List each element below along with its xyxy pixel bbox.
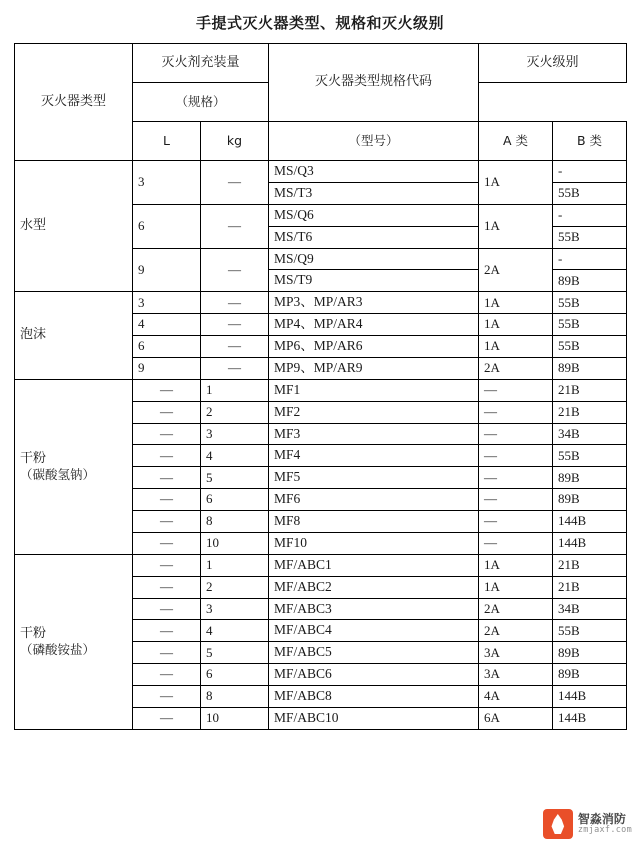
cell-model-code: MP6、MP/AR6 — [269, 336, 479, 358]
cell-rating-a: 1A — [479, 204, 553, 248]
cell-model-code: MP3、MP/AR3 — [269, 292, 479, 314]
cell-capacity-l: — — [133, 423, 201, 445]
cell-model-code: MF5 — [269, 467, 479, 489]
table-header-row-1 — [15, 44, 627, 83]
cell-rating-b: 144B — [553, 707, 627, 729]
cell-model-code: MS/T3 — [269, 182, 479, 204]
watermark — [543, 809, 632, 839]
cell-rating-b: 89B — [553, 467, 627, 489]
cell-rating-a: 1A — [479, 576, 553, 598]
cell-rating-b: 55B — [553, 314, 627, 336]
cell-capacity-l: — — [133, 707, 201, 729]
cell-capacity-l: 3 — [133, 161, 201, 205]
cell-model-code: MP9、MP/AR9 — [269, 357, 479, 379]
group-subname: （磷酸铵盐） — [20, 642, 96, 658]
cell-model-code: MF/ABC8 — [269, 686, 479, 708]
header-charge-amount: 灭火剂充装量 — [133, 44, 269, 83]
cell-capacity-l: — — [133, 489, 201, 511]
cell-model-code: MP4、MP/AR4 — [269, 314, 479, 336]
cell-capacity-kg: — — [201, 314, 269, 336]
table-row — [15, 161, 627, 183]
cell-capacity-kg: 1 — [201, 379, 269, 401]
table-header — [15, 44, 627, 161]
cell-rating-b: 55B — [553, 620, 627, 642]
cell-rating-a: — — [479, 489, 553, 511]
cell-model-code: MF4 — [269, 445, 479, 467]
group-name: 水型 — [20, 218, 47, 233]
cell-rating-a: — — [479, 511, 553, 533]
cell-model-code: MS/Q3 — [269, 161, 479, 183]
cell-model-code: MF3 — [269, 423, 479, 445]
cell-rating-b: 55B — [553, 336, 627, 358]
cell-capacity-kg: 4 — [201, 445, 269, 467]
cell-capacity-kg: 8 — [201, 686, 269, 708]
cell-rating-a: — — [479, 401, 553, 423]
cell-rating-b: 89B — [553, 357, 627, 379]
cell-rating-a: — — [479, 445, 553, 467]
cell-capacity-kg: 6 — [201, 664, 269, 686]
row-group-label — [15, 379, 133, 554]
cell-rating-b: 34B — [553, 423, 627, 445]
cell-capacity-kg: — — [201, 336, 269, 358]
header-type: 灭火器类型 — [15, 44, 133, 161]
cell-rating-a: 2A — [479, 598, 553, 620]
cell-capacity-l: 9 — [133, 248, 201, 292]
cell-capacity-kg: — — [201, 292, 269, 314]
table-row — [15, 554, 627, 576]
cell-rating-b: 21B — [553, 576, 627, 598]
cell-model-code: MF6 — [269, 489, 479, 511]
group-subname: （碳酸氢钠） — [20, 467, 96, 483]
cell-model-code: MF10 — [269, 532, 479, 554]
fire-extinguisher-table — [14, 43, 627, 730]
cell-capacity-l: — — [133, 467, 201, 489]
cell-capacity-kg: — — [201, 161, 269, 205]
cell-rating-a: 3A — [479, 664, 553, 686]
page-title: 手提式灭火器类型、规格和灭火级别 — [195, 14, 444, 32]
cell-rating-a: 3A — [479, 642, 553, 664]
cell-rating-b: - — [553, 204, 627, 226]
cell-capacity-kg: — — [201, 204, 269, 248]
cell-rating-b: 144B — [553, 532, 627, 554]
cell-rating-a: — — [479, 379, 553, 401]
cell-rating-b: 89B — [553, 664, 627, 686]
watermark-text — [578, 813, 632, 836]
cell-model-code: MF/ABC6 — [269, 664, 479, 686]
cell-model-code: MS/T9 — [269, 270, 479, 292]
group-name: 泡沫 — [20, 327, 47, 343]
cell-capacity-kg: 1 — [201, 554, 269, 576]
cell-capacity-kg: 10 — [201, 707, 269, 729]
cell-rating-b: 21B — [553, 379, 627, 401]
cell-capacity-kg: — — [201, 248, 269, 292]
cell-rating-b: 89B — [553, 270, 627, 292]
cell-model-code: MS/Q6 — [269, 204, 479, 226]
cell-model-code: MF/ABC1 — [269, 554, 479, 576]
header-rating: 灭火级别 — [479, 44, 627, 83]
cell-rating-a: — — [479, 467, 553, 489]
cell-rating-b: 21B — [553, 554, 627, 576]
cell-rating-b: 89B — [553, 489, 627, 511]
cell-rating-a: 2A — [479, 357, 553, 379]
cell-capacity-kg: 8 — [201, 511, 269, 533]
cell-capacity-l: — — [133, 511, 201, 533]
row-group-label — [15, 292, 133, 380]
cell-rating-a: 1A — [479, 292, 553, 314]
cell-model-code: MF8 — [269, 511, 479, 533]
cell-capacity-l: — — [133, 686, 201, 708]
table-row — [15, 292, 627, 314]
cell-capacity-l: — — [133, 554, 201, 576]
cell-capacity-l: — — [133, 401, 201, 423]
cell-rating-b: 21B — [553, 401, 627, 423]
cell-capacity-kg: 10 — [201, 532, 269, 554]
cell-rating-b: 144B — [553, 686, 627, 708]
cell-capacity-l: — — [133, 445, 201, 467]
cell-capacity-l: — — [133, 598, 201, 620]
cell-capacity-l: — — [133, 532, 201, 554]
cell-rating-a: 1A — [479, 336, 553, 358]
cell-capacity-kg: 5 — [201, 642, 269, 664]
cell-capacity-kg: — — [201, 357, 269, 379]
cell-capacity-kg: 3 — [201, 423, 269, 445]
cell-rating-a: 2A — [479, 620, 553, 642]
cell-rating-a: 1A — [479, 161, 553, 205]
header-code: 灭火器类型规格代码 — [269, 44, 479, 122]
cell-capacity-l: 4 — [133, 314, 201, 336]
row-group-label — [15, 161, 133, 292]
cell-rating-b: 89B — [553, 642, 627, 664]
header-charge-spec: （规格） — [133, 83, 269, 122]
cell-capacity-l: 6 — [133, 336, 201, 358]
cell-rating-b: 34B — [553, 598, 627, 620]
cell-rating-a: — — [479, 532, 553, 554]
flame-logo-icon — [543, 809, 573, 839]
cell-capacity-kg: 3 — [201, 598, 269, 620]
cell-rating-b: 55B — [553, 182, 627, 204]
cell-capacity-kg: 4 — [201, 620, 269, 642]
cell-model-code: MF/ABC5 — [269, 642, 479, 664]
cell-capacity-l: — — [133, 664, 201, 686]
group-name: 干粉 — [20, 450, 47, 466]
cell-capacity-l: — — [133, 620, 201, 642]
cell-rating-a: 2A — [479, 248, 553, 292]
cell-capacity-kg: 5 — [201, 467, 269, 489]
cell-rating-b: 55B — [553, 445, 627, 467]
cell-model-code: MF/ABC2 — [269, 576, 479, 598]
table-body — [15, 161, 627, 730]
cell-rating-b: 55B — [553, 292, 627, 314]
cell-model-code: MF1 — [269, 379, 479, 401]
cell-capacity-l: — — [133, 379, 201, 401]
cell-rating-b: - — [553, 161, 627, 183]
cell-model-code: MF/ABC4 — [269, 620, 479, 642]
cell-rating-a: 6A — [479, 707, 553, 729]
header-unit-kg: kg — [201, 122, 269, 161]
watermark-url: zmjaxf.com — [577, 824, 632, 835]
cell-capacity-kg: 2 — [201, 401, 269, 423]
cell-model-code: MS/Q9 — [269, 248, 479, 270]
table-row — [15, 379, 627, 401]
cell-model-code: MF2 — [269, 401, 479, 423]
header-unit-l: L — [133, 122, 201, 161]
row-group-label — [15, 554, 133, 729]
cell-rating-a: — — [479, 423, 553, 445]
header-rating-a: A 类 — [479, 122, 553, 161]
cell-capacity-l: 6 — [133, 204, 201, 248]
cell-rating-b: - — [553, 248, 627, 270]
cell-rating-a: 1A — [479, 314, 553, 336]
cell-capacity-kg: 2 — [201, 576, 269, 598]
watermark-name: 智淼消防 — [577, 811, 626, 826]
header-code-sub: （型号） — [269, 122, 479, 161]
cell-capacity-kg: 6 — [201, 489, 269, 511]
cell-rating-a: 1A — [479, 554, 553, 576]
cell-rating-b: 55B — [553, 226, 627, 248]
group-name: 干粉 — [20, 625, 47, 641]
cell-capacity-l: 3 — [133, 292, 201, 314]
cell-capacity-l: — — [133, 576, 201, 598]
cell-model-code: MS/T6 — [269, 226, 479, 248]
cell-capacity-l: 9 — [133, 357, 201, 379]
cell-model-code: MF/ABC3 — [269, 598, 479, 620]
cell-rating-b: 144B — [553, 511, 627, 533]
cell-capacity-l: — — [133, 642, 201, 664]
cell-rating-a: 4A — [479, 686, 553, 708]
header-rating-b: B 类 — [553, 122, 627, 161]
cell-model-code: MF/ABC10 — [269, 707, 479, 729]
